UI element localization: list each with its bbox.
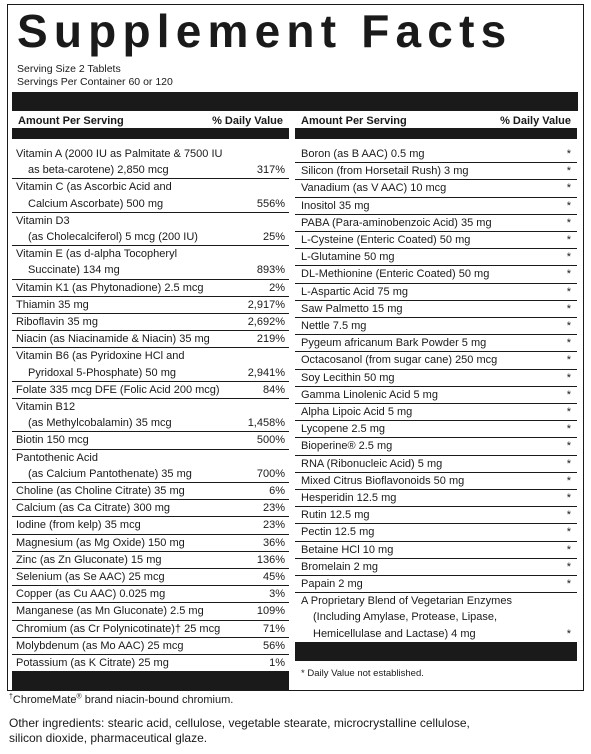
nutrient-line xyxy=(16,262,285,278)
nutrient-line xyxy=(301,473,571,489)
nutrient-text: Soy Lecithin 50 mg xyxy=(301,371,395,384)
nutrient-text: Saw Palmetto 15 mg xyxy=(301,302,403,315)
nutrient-row xyxy=(295,370,577,387)
other-ingredients-line: Other ingredients: stearic acid, cellulose, vegetable stearate, microcrystalline cellulose, xyxy=(9,716,470,730)
nutrient-text: Molybdenum (as Mo AAC) 25 mcg xyxy=(16,639,184,652)
nutrient-text: Pantothenic Acid xyxy=(16,451,98,464)
nutrient-text: Calcium (as Ca Citrate) 300 mg xyxy=(16,502,171,515)
nutrient-line xyxy=(301,215,571,231)
nutrient-line xyxy=(16,246,285,262)
nutrient-row xyxy=(295,456,577,473)
daily-value: 136% xyxy=(256,553,285,566)
nutrient-row xyxy=(12,603,289,620)
nutrient-line xyxy=(301,284,571,300)
daily-value: 3% xyxy=(269,588,285,601)
nutrient-line xyxy=(301,576,571,592)
nutrient-line xyxy=(16,535,285,551)
daily-value-heading: % Daily Value xyxy=(500,114,571,127)
nutrient-text: Selenium (as Se AAC) 25 mcg xyxy=(16,571,165,584)
nutrient-line xyxy=(301,180,571,196)
nutrient-text: (Including Amylase, Protease, Lipase, xyxy=(313,611,498,624)
nutrient-line xyxy=(16,162,285,178)
nutrient-row xyxy=(295,215,577,232)
nutrient-text: Hemicellulase and Lactase) 4 mg xyxy=(313,627,476,640)
daily-value: 2,941% xyxy=(247,366,285,379)
servings-per-container: Servings Per Container 60 or 120 xyxy=(17,76,173,88)
nutrient-text: Choline (as Choline Citrate) 35 mg xyxy=(16,485,185,498)
daily-value: * xyxy=(566,320,571,333)
nutrient-text: Vitamin E (as d-alpha Tocopheryl xyxy=(16,248,178,261)
nutrient-row xyxy=(295,249,577,266)
daily-value: * xyxy=(566,423,571,436)
nutrient-line xyxy=(16,638,285,654)
nutrient-row xyxy=(295,524,577,541)
daily-value: 25% xyxy=(262,231,285,244)
daily-value: 2,917% xyxy=(247,298,285,311)
nutrient-text: Vanadium (as V AAC) 10 mcg xyxy=(301,182,447,195)
nutrient-text: Pyridoxal 5-Phosphate) 50 mg xyxy=(28,366,176,379)
nutrient-line xyxy=(16,179,285,195)
nutrient-line xyxy=(16,415,285,431)
right-column xyxy=(295,113,577,679)
daily-value-footnote: * Daily Value not established. xyxy=(301,667,424,679)
nutrient-line xyxy=(301,335,571,351)
amount-per-serving-heading: Amount Per Serving xyxy=(301,114,407,127)
daily-value: * xyxy=(566,165,571,178)
nutrient-line xyxy=(16,213,285,229)
nutrient-text: PABA (Para-aminobenzoic Acid) 35 mg xyxy=(301,216,492,229)
nutrient-text: (as Cholecalciferol) 5 mcg (200 IU) xyxy=(28,231,198,244)
nutrient-text: A Proprietary Blend of Vegetarian Enzymes xyxy=(301,595,512,608)
daily-value: * xyxy=(566,285,571,298)
daily-value: 1,458% xyxy=(247,417,285,430)
nutrient-text: Papain 2 mg xyxy=(301,578,363,591)
nutrient-line xyxy=(301,318,571,334)
nutrient-text: as beta-carotene) 2,850 mcg xyxy=(28,164,169,177)
nutrient-text: Folate 335 mcg DFE (Folic Acid 200 mcg) xyxy=(16,383,220,396)
nutrient-text: Thiamin 35 mg xyxy=(16,298,89,311)
nutrient-row xyxy=(295,146,577,163)
dagger-mark: † xyxy=(9,693,13,701)
nutrient-row xyxy=(12,213,289,246)
left-heading-bar xyxy=(12,129,289,139)
nutrient-text: Boron (as B AAC) 0.5 mg xyxy=(301,148,425,160)
nutrient-line xyxy=(16,432,285,448)
registered-mark: ® xyxy=(76,693,82,701)
nutrient-text: Pygeum africanum Bark Powder 5 mg xyxy=(301,337,487,350)
daily-value: * xyxy=(566,371,571,384)
supplement-facts-panel xyxy=(7,4,584,691)
nutrient-row xyxy=(12,500,289,517)
nutrient-line xyxy=(16,603,285,619)
daily-value: 45% xyxy=(262,571,285,584)
daily-value: * xyxy=(566,182,571,195)
nutrient-line xyxy=(301,370,571,386)
left-column xyxy=(12,113,289,690)
nutrient-text: Vitamin C (as Ascorbic Acid and xyxy=(16,181,172,194)
chromemate-note xyxy=(9,693,589,707)
nutrient-line xyxy=(301,404,571,420)
header-divider-bar xyxy=(12,92,578,111)
other-ingredients-line: silicon dioxide, pharmaceutical glaze. xyxy=(9,731,208,745)
nutrient-line xyxy=(301,438,571,454)
nutrient-line xyxy=(301,421,571,437)
nutrient-line xyxy=(16,483,285,499)
nutrient-line xyxy=(301,266,571,282)
nutrient-row xyxy=(295,266,577,283)
nutrient-line xyxy=(16,314,285,330)
nutrient-text: Chromium (as Cr Polynicotinate)† 25 mcg xyxy=(16,622,221,635)
nutrient-row xyxy=(12,655,289,672)
nutrient-row xyxy=(12,483,289,500)
nutrient-text: Niacin (as Niacinamide & Niacin) 35 mg xyxy=(16,333,210,346)
nutrient-row xyxy=(295,284,577,301)
chromemate-brand: ChromeMate xyxy=(12,694,77,706)
daily-value: 893% xyxy=(256,264,285,277)
daily-value: * xyxy=(566,440,571,453)
nutrient-row xyxy=(12,314,289,331)
daily-value: * xyxy=(566,474,571,487)
nutrient-text: Vitamin K1 (as Phytonadione) 2.5 mcg xyxy=(16,281,204,294)
nutrient-line xyxy=(16,382,285,398)
nutrient-line xyxy=(301,490,571,506)
daily-value: 1% xyxy=(269,657,285,670)
daily-value: 109% xyxy=(256,605,285,618)
nutrient-text: Succinate) 134 mg xyxy=(28,264,120,277)
daily-value: 23% xyxy=(262,519,285,532)
daily-value: * xyxy=(566,526,571,539)
daily-value: 84% xyxy=(262,383,285,396)
daily-value: * xyxy=(566,543,571,556)
nutrient-line xyxy=(301,232,571,248)
nutrient-line xyxy=(16,280,285,296)
nutrient-text: Pectin 12.5 mg xyxy=(301,526,375,539)
nutrient-text: Silicon (from Horsetail Rush) 3 mg xyxy=(301,165,469,178)
daily-value-heading: % Daily Value xyxy=(212,114,283,127)
nutrient-text: Rutin 12.5 mg xyxy=(301,509,370,522)
nutrient-row xyxy=(295,559,577,576)
nutrient-text: Iodine (from kelp) 35 mcg xyxy=(16,519,141,532)
nutrient-text: Calcium Ascorbate) 500 mg xyxy=(28,197,164,210)
daily-value: 700% xyxy=(256,467,285,480)
nutrient-line xyxy=(301,163,571,179)
nutrient-line xyxy=(16,399,285,415)
nutrient-row xyxy=(12,280,289,297)
nutrient-text: Lycopene 2.5 mg xyxy=(301,423,385,436)
nutrient-row xyxy=(295,335,577,352)
nutrient-line xyxy=(301,626,571,642)
nutrient-row xyxy=(12,382,289,399)
daily-value: 2,692% xyxy=(247,316,285,329)
nutrient-text: Vitamin B6 (as Pyridoxine HCl and xyxy=(16,350,185,363)
nutrient-row xyxy=(295,180,577,197)
daily-value: * xyxy=(566,457,571,470)
nutrient-row xyxy=(12,621,289,638)
nutrient-row xyxy=(295,576,577,593)
nutrient-text: Alpha Lipoic Acid 5 mg xyxy=(301,406,413,419)
nutrient-text: Riboflavin 35 mg xyxy=(16,316,98,329)
daily-value: 317% xyxy=(256,164,285,177)
nutrient-line xyxy=(16,331,285,347)
daily-value: * xyxy=(566,560,571,573)
nutrient-line xyxy=(16,229,285,245)
nutrient-row xyxy=(295,421,577,438)
nutrient-text: Nettle 7.5 mg xyxy=(301,320,367,333)
nutrient-line xyxy=(301,146,571,162)
nutrient-text: Hesperidin 12.5 mg xyxy=(301,492,397,505)
left-nutrient-list xyxy=(12,146,289,672)
nutrient-row xyxy=(295,352,577,369)
daily-value: 6% xyxy=(269,485,285,498)
nutrient-text: Zinc (as Zn Gluconate) 15 mg xyxy=(16,553,162,566)
nutrient-row xyxy=(295,507,577,524)
nutrient-line xyxy=(16,348,285,364)
daily-value: * xyxy=(566,234,571,247)
nutrient-text: Bioperine® 2.5 mg xyxy=(301,440,393,453)
nutrient-text: Vitamin A (2000 IU as Palmitate & 7500 IU xyxy=(16,148,223,160)
nutrient-line xyxy=(301,249,571,265)
nutrient-row xyxy=(295,542,577,559)
daily-value: * xyxy=(566,268,571,281)
nutrient-line xyxy=(301,559,571,575)
nutrient-line xyxy=(16,586,285,602)
nutrient-row xyxy=(12,432,289,449)
nutrient-row xyxy=(295,438,577,455)
nutrient-row xyxy=(12,246,289,279)
daily-value: * xyxy=(566,509,571,522)
nutrient-row xyxy=(295,318,577,335)
nutrient-text: Magnesium (as Mg Oxide) 150 mg xyxy=(16,536,185,549)
nutrient-text: Gamma Linolenic Acid 5 mg xyxy=(301,388,438,401)
nutrient-line xyxy=(301,387,571,403)
nutrient-line xyxy=(16,450,285,466)
nutrient-text: DL-Methionine (Enteric Coated) 50 mg xyxy=(301,268,490,281)
nutrient-row xyxy=(295,163,577,180)
nutrient-row xyxy=(12,179,289,212)
amount-per-serving-heading: Amount Per Serving xyxy=(18,114,124,127)
nutrient-line xyxy=(16,552,285,568)
nutrient-text: L-Cysteine (Enteric Coated) 50 mg xyxy=(301,234,471,247)
nutrient-row xyxy=(295,404,577,421)
right-closing-bar xyxy=(295,643,577,661)
daily-value: * xyxy=(566,406,571,419)
nutrient-row xyxy=(295,198,577,215)
nutrient-line xyxy=(301,609,571,625)
panel-title: Supplement Facts xyxy=(17,5,513,57)
nutrient-text: RNA (Ribonucleic Acid) 5 mg xyxy=(301,457,443,470)
nutrient-row xyxy=(12,399,289,432)
daily-value: 56% xyxy=(262,639,285,652)
nutrient-line xyxy=(16,569,285,585)
daily-value: * xyxy=(566,148,571,160)
daily-value: * xyxy=(566,337,571,350)
serving-size: Serving Size 2 Tablets xyxy=(17,63,121,75)
nutrient-line xyxy=(16,517,285,533)
nutrient-row xyxy=(12,297,289,314)
nutrient-line xyxy=(16,466,285,482)
left-closing-bar xyxy=(12,672,289,690)
nutrient-line xyxy=(301,593,571,609)
right-heading-bar xyxy=(295,129,577,139)
nutrient-row xyxy=(12,331,289,348)
nutrient-line xyxy=(16,146,285,162)
nutrient-line xyxy=(16,297,285,313)
daily-value: * xyxy=(566,302,571,315)
nutrient-line xyxy=(301,352,571,368)
daily-value: 500% xyxy=(256,434,285,447)
nutrient-text: L-Glutamine 50 mg xyxy=(301,251,395,264)
nutrient-line xyxy=(16,365,285,381)
nutrient-line xyxy=(301,542,571,558)
nutrient-row xyxy=(12,348,289,381)
nutrient-row xyxy=(295,387,577,404)
daily-value: 71% xyxy=(262,622,285,635)
nutrient-row xyxy=(12,535,289,552)
nutrient-line xyxy=(301,198,571,214)
nutrient-row xyxy=(12,552,289,569)
nutrient-text: L-Aspartic Acid 75 mg xyxy=(301,285,408,298)
nutrient-text: Inositol 35 mg xyxy=(301,199,370,212)
nutrient-text: Vitamin B12 xyxy=(16,401,76,414)
nutrient-line xyxy=(16,655,285,671)
daily-value: 2% xyxy=(269,281,285,294)
nutrient-line xyxy=(16,196,285,212)
daily-value: * xyxy=(566,388,571,401)
nutrient-text: Biotin 150 mcg xyxy=(16,434,89,447)
nutrient-row xyxy=(295,473,577,490)
nutrient-text: Bromelain 2 mg xyxy=(301,560,379,573)
nutrient-row xyxy=(12,146,289,179)
daily-value: 219% xyxy=(256,333,285,346)
daily-value: * xyxy=(566,492,571,505)
nutrient-text: Potassium (as K Citrate) 25 mg xyxy=(16,657,169,670)
nutrient-text: Mixed Citrus Bioflavonoids 50 mg xyxy=(301,474,465,487)
nutrient-row xyxy=(295,232,577,249)
nutrient-text: Vitamin D3 xyxy=(16,214,70,227)
nutrient-row xyxy=(12,586,289,603)
nutrient-line xyxy=(301,301,571,317)
nutrient-text: (as Methylcobalamin) 35 mcg xyxy=(28,417,172,430)
chromemate-note-text: brand niacin-bound chromium. xyxy=(81,694,234,706)
daily-value: * xyxy=(566,199,571,212)
nutrient-line xyxy=(301,456,571,472)
nutrient-row xyxy=(12,569,289,586)
nutrient-row xyxy=(295,593,577,643)
nutrient-text: Copper (as Cu AAC) 0.025 mg xyxy=(16,588,166,601)
nutrient-line xyxy=(301,524,571,540)
nutrient-row xyxy=(295,301,577,318)
daily-value: 36% xyxy=(262,536,285,549)
daily-value: 23% xyxy=(262,502,285,515)
daily-value: * xyxy=(566,251,571,264)
nutrient-text: Manganese (as Mn Gluconate) 2.5 mg xyxy=(16,605,204,618)
nutrient-text: Betaine HCl 10 mg xyxy=(301,543,394,556)
other-ingredients xyxy=(9,716,589,746)
daily-value: * xyxy=(566,627,571,640)
nutrient-row xyxy=(12,517,289,534)
right-nutrient-list xyxy=(295,146,577,643)
right-column-header xyxy=(295,113,577,129)
nutrient-line xyxy=(16,621,285,637)
daily-value: 556% xyxy=(256,197,285,210)
nutrient-row xyxy=(12,450,289,483)
daily-value: * xyxy=(566,578,571,591)
nutrient-line xyxy=(16,500,285,516)
daily-value: * xyxy=(566,216,571,229)
nutrient-row xyxy=(12,638,289,655)
nutrient-text: (as Calcium Pantothenate) 35 mg xyxy=(28,467,192,480)
daily-value: * xyxy=(566,354,571,367)
nutrient-text: Octacosanol (from sugar cane) 250 mcg xyxy=(301,354,498,367)
left-column-header xyxy=(12,113,289,129)
nutrient-row xyxy=(295,490,577,507)
nutrient-line xyxy=(301,507,571,523)
